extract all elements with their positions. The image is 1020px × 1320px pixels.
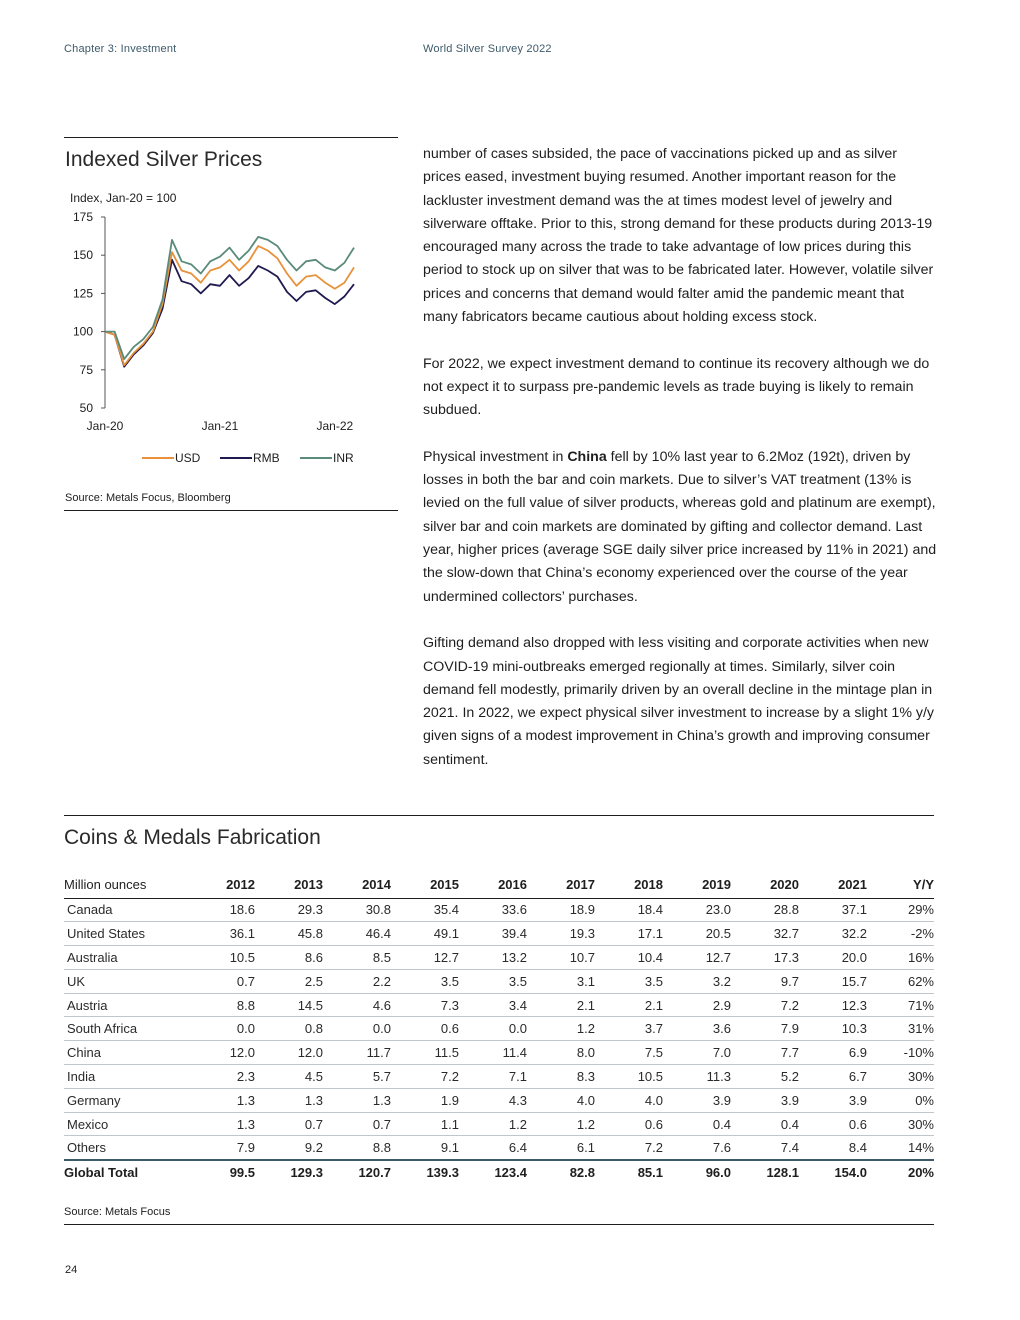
table-cell: 3.5 (459, 969, 527, 993)
x-tick-label: Jan-21 (201, 419, 239, 433)
table-cell: 35.4 (391, 898, 459, 922)
y-tick-label: 175 (72, 210, 93, 224)
table-cell: 62% (867, 969, 934, 993)
series-line-inr (105, 237, 354, 359)
table-cell: 33.6 (459, 898, 527, 922)
table-cell: 11.7 (323, 1041, 391, 1065)
table-cell: 0.0 (323, 1017, 391, 1041)
row-label: Mexico (64, 1112, 196, 1136)
table-cell: 2.2 (323, 969, 391, 993)
paragraph-4: Gifting demand also dropped with less visiting and corporate activities when new COVID-19 mini-outbreaks emerged regionally at times. Similarly, silver coin demand fell modestly, primarily driven by an overall decline in the mintage plan in 2021. In 2022, we expect physical silver investment to increase by a slight 1% y/y given signs of a modest improvement in China’s growth and improving consumer sentiment. (423, 635, 935, 768)
row-label: China (64, 1041, 196, 1065)
table-cell: 7.5 (595, 1041, 663, 1065)
table-cell: 7.9 (731, 1017, 799, 1041)
col-header: 2021 (799, 874, 867, 898)
table-cell: 0.4 (731, 1112, 799, 1136)
table-cell: 29% (867, 898, 934, 922)
table-cell: 6.1 (527, 1136, 595, 1160)
table-cell: 15.7 (799, 969, 867, 993)
total-cell: 82.8 (527, 1160, 595, 1184)
table-cell: 3.4 (459, 993, 527, 1017)
table-body (64, 898, 934, 1184)
table-row (64, 1017, 934, 1041)
table-cell: 0.0 (459, 1017, 527, 1041)
table-cell: 10.7 (527, 946, 595, 970)
table-cell: 7.2 (595, 1136, 663, 1160)
table-panel (64, 815, 934, 1225)
table-cell: 6.9 (799, 1041, 867, 1065)
table-cell: 3.1 (527, 969, 595, 993)
table-row (64, 993, 934, 1017)
table-cell: -2% (867, 922, 934, 946)
table-cell: 11.3 (663, 1065, 731, 1089)
y-tick-label: 50 (79, 401, 93, 415)
table-cell: 45.8 (255, 922, 323, 946)
table-cell: 7.6 (663, 1136, 731, 1160)
total-row (64, 1160, 934, 1184)
table-cell: 1.3 (255, 1088, 323, 1112)
table-cell: 10.5 (196, 946, 255, 970)
total-cell: 20% (867, 1160, 934, 1184)
table-cell: 10.5 (595, 1065, 663, 1089)
table-cell: 19.3 (527, 922, 595, 946)
unit-header: Million ounces (64, 874, 196, 898)
table-cell: 32.7 (731, 922, 799, 946)
total-cell: 139.3 (391, 1160, 459, 1184)
total-cell: 85.1 (595, 1160, 663, 1184)
table-cell: 4.0 (527, 1088, 595, 1112)
table-cell: 1.2 (459, 1112, 527, 1136)
chart-title: Indexed Silver Prices (65, 148, 263, 171)
table-cell: 8.3 (527, 1065, 595, 1089)
y-tick-label: 100 (72, 324, 93, 339)
table-cell: 1.2 (527, 1017, 595, 1041)
table-cell: 2.1 (527, 993, 595, 1017)
col-header: 2016 (459, 874, 527, 898)
table-cell: 0.6 (391, 1017, 459, 1041)
table-cell: 23.0 (663, 898, 731, 922)
table-cell: 3.7 (595, 1017, 663, 1041)
row-label: Austria (64, 993, 196, 1017)
table-cell: 8.8 (323, 1136, 391, 1160)
table-cell: 7.9 (196, 1136, 255, 1160)
row-label: Canada (64, 898, 196, 922)
col-header: 2017 (527, 874, 595, 898)
table-cell: 4.5 (255, 1065, 323, 1089)
col-header: 2019 (663, 874, 731, 898)
table-cell: 1.3 (196, 1112, 255, 1136)
table-cell: 31% (867, 1017, 934, 1041)
table-cell: 5.2 (731, 1065, 799, 1089)
table-cell: 4.3 (459, 1088, 527, 1112)
table-cell: 7.1 (459, 1065, 527, 1089)
table-cell: 0.6 (595, 1112, 663, 1136)
table-cell: 7.3 (391, 993, 459, 1017)
table-cell: 12.0 (255, 1041, 323, 1065)
table-cell: 7.2 (391, 1065, 459, 1089)
table-cell: 28.8 (731, 898, 799, 922)
y-tick-label: 75 (79, 362, 93, 377)
chart-panel (64, 137, 398, 511)
total-cell: 99.5 (196, 1160, 255, 1184)
table-cell: 1.1 (391, 1112, 459, 1136)
paragraph-2: For 2022, we expect investment demand to continue its recovery although we do not expect it to surpass pre-pandemic levels as trade buying is likely to remain subdued. (423, 355, 930, 419)
table-cell: 12.7 (663, 946, 731, 970)
table-cell: 12.3 (799, 993, 867, 1017)
table-cell: 7.0 (663, 1041, 731, 1065)
table-cell: 36.1 (196, 922, 255, 946)
total-label: Global Total (64, 1160, 196, 1184)
table-cell: 4.0 (595, 1088, 663, 1112)
table-cell: 6.4 (459, 1136, 527, 1160)
table-header-row (64, 874, 934, 898)
col-header: 2018 (595, 874, 663, 898)
table-cell: 30.8 (323, 898, 391, 922)
table-cell: 0% (867, 1088, 934, 1112)
table-row (64, 1065, 934, 1089)
table-cell: 5.7 (323, 1065, 391, 1089)
legend-label-inr: INR (333, 451, 354, 465)
col-header: Y/Y (867, 874, 934, 898)
table-cell: 0.7 (255, 1112, 323, 1136)
col-header: 2015 (391, 874, 459, 898)
table-cell: 39.4 (459, 922, 527, 946)
china-bold: China (567, 448, 607, 465)
body-text (423, 143, 938, 795)
table-row (64, 898, 934, 922)
row-label: South Africa (64, 1017, 196, 1041)
row-label: Australia (64, 946, 196, 970)
table-cell: 3.9 (663, 1088, 731, 1112)
total-cell: 123.4 (459, 1160, 527, 1184)
table-cell: 20.0 (799, 946, 867, 970)
table-cell: 1.2 (527, 1112, 595, 1136)
table-cell: 0.0 (196, 1017, 255, 1041)
legend-label-rmb: RMB (253, 451, 280, 465)
table-cell: 2.9 (663, 993, 731, 1017)
table-cell: 8.0 (527, 1041, 595, 1065)
table-row (64, 946, 934, 970)
paragraph-3 (423, 446, 938, 609)
col-header: 2014 (323, 874, 391, 898)
table-cell: 10.4 (595, 946, 663, 970)
table-cell: 0.7 (323, 1112, 391, 1136)
page-number: 24 (65, 1264, 78, 1276)
table-cell: 9.7 (731, 969, 799, 993)
row-label: Germany (64, 1088, 196, 1112)
coins-medals-table (64, 874, 934, 1184)
table-cell: 0.6 (799, 1112, 867, 1136)
table-cell: 0.4 (663, 1112, 731, 1136)
silver-price-chart (64, 186, 398, 476)
table-cell: 14.5 (255, 993, 323, 1017)
table-title: Coins & Medals Fabrication (64, 826, 321, 849)
table-cell: 8.5 (323, 946, 391, 970)
total-cell: 154.0 (799, 1160, 867, 1184)
table-cell: 13.2 (459, 946, 527, 970)
paragraph-3-start: Physical investment in (423, 448, 568, 465)
table-row (64, 1136, 934, 1160)
table-cell: 12.0 (196, 1041, 255, 1065)
table-cell: -10% (867, 1041, 934, 1065)
table-cell: 11.4 (459, 1041, 527, 1065)
table-cell: 37.1 (799, 898, 867, 922)
total-cell: 128.1 (731, 1160, 799, 1184)
paragraph-1: number of cases subsided, the pace of vaccinations picked up and as silver prices eased, investment buying resumed. Another important reason for the lackluster investment demand was the at times modest level of jewelry and silverware offtake. Prior to this, strong demand for these products during 2013-19 encouraged many across the trade to take advantage of low prices during this period to stock up on silver that was to be fabricated later. However, volatile silver prices and concerns that demand would falter amid the pandemic meant that many fabricators became cautious about holding excess stock. (423, 146, 934, 326)
row-label: UK (64, 969, 196, 993)
table-cell: 3.6 (663, 1017, 731, 1041)
col-header: 2020 (731, 874, 799, 898)
table-cell: 3.9 (731, 1088, 799, 1112)
table-cell: 32.2 (799, 922, 867, 946)
table-cell: 18.4 (595, 898, 663, 922)
table-cell: 3.5 (595, 969, 663, 993)
row-label: Others (64, 1136, 196, 1160)
table-cell: 6.7 (799, 1065, 867, 1089)
table-cell: 46.4 (323, 922, 391, 946)
table-cell: 12.7 (391, 946, 459, 970)
row-label: India (64, 1065, 196, 1089)
table-cell: 1.3 (196, 1088, 255, 1112)
table-row (64, 1088, 934, 1112)
table-cell: 2.3 (196, 1065, 255, 1089)
total-cell: 129.3 (255, 1160, 323, 1184)
table-cell: 7.7 (731, 1041, 799, 1065)
row-label: United States (64, 922, 196, 946)
table-cell: 10.3 (799, 1017, 867, 1041)
total-cell: 120.7 (323, 1160, 391, 1184)
table-cell: 1.3 (323, 1088, 391, 1112)
table-cell: 7.4 (731, 1136, 799, 1160)
y-tick-label: 150 (72, 248, 93, 263)
table-source: Source: Metals Focus (64, 1206, 171, 1218)
total-cell: 96.0 (663, 1160, 731, 1184)
table-cell: 1.9 (391, 1088, 459, 1112)
table-cell: 18.9 (527, 898, 595, 922)
table-cell: 49.1 (391, 922, 459, 946)
table-cell: 17.3 (731, 946, 799, 970)
col-header: 2013 (255, 874, 323, 898)
col-header: 2012 (196, 874, 255, 898)
publication-header: World Silver Survey 2022 (423, 43, 552, 55)
table-cell: 9.1 (391, 1136, 459, 1160)
chart-source: Source: Metals Focus, Bloomberg (65, 492, 231, 504)
table-cell: 17.1 (595, 922, 663, 946)
x-tick-label: Jan-20 (86, 419, 124, 433)
table-cell: 8.8 (196, 993, 255, 1017)
table-cell: 3.5 (391, 969, 459, 993)
table-cell: 29.3 (255, 898, 323, 922)
table-cell: 14% (867, 1136, 934, 1160)
table-cell: 30% (867, 1112, 934, 1136)
y-axis-label: Index, Jan-20 = 100 (70, 191, 177, 205)
table-cell: 9.2 (255, 1136, 323, 1160)
table-cell: 18.6 (196, 898, 255, 922)
table-cell: 3.9 (799, 1088, 867, 1112)
table-cell: 8.4 (799, 1136, 867, 1160)
paragraph-3-end: fell by 10% last year to 6.2Moz (192t), driven by losses in both the bar and coin markets. Due to silver’s VAT treatment (13% is levied on the full value of silver products, whereas gold and platinum are exempt), silver bar and coin markets are dominated by gifting and collector demand. Last year, higher prices (average SGE daily silver price increased by 11% in 2021) and the slow-down that China’s economy experienced over the course of the year undermined collectors’ purchases. (423, 448, 937, 605)
x-tick-label: Jan-22 (316, 419, 354, 433)
table-cell: 20.5 (663, 922, 731, 946)
table-cell: 2.1 (595, 993, 663, 1017)
table-cell: 30% (867, 1065, 934, 1089)
table-cell: 7.2 (731, 993, 799, 1017)
table-cell: 0.7 (196, 969, 255, 993)
table-cell: 71% (867, 993, 934, 1017)
table-row (64, 1041, 934, 1065)
table-cell: 8.6 (255, 946, 323, 970)
table-row (64, 969, 934, 993)
table-cell: 4.6 (323, 993, 391, 1017)
table-cell: 3.2 (663, 969, 731, 993)
table-row (64, 922, 934, 946)
table-cell: 16% (867, 946, 934, 970)
table-row (64, 1112, 934, 1136)
chapter-header: Chapter 3: Investment (64, 43, 177, 55)
table-cell: 0.8 (255, 1017, 323, 1041)
legend-label-usd: USD (175, 451, 201, 465)
table-cell: 2.5 (255, 969, 323, 993)
y-tick-label: 125 (72, 286, 93, 301)
table-cell: 11.5 (391, 1041, 459, 1065)
